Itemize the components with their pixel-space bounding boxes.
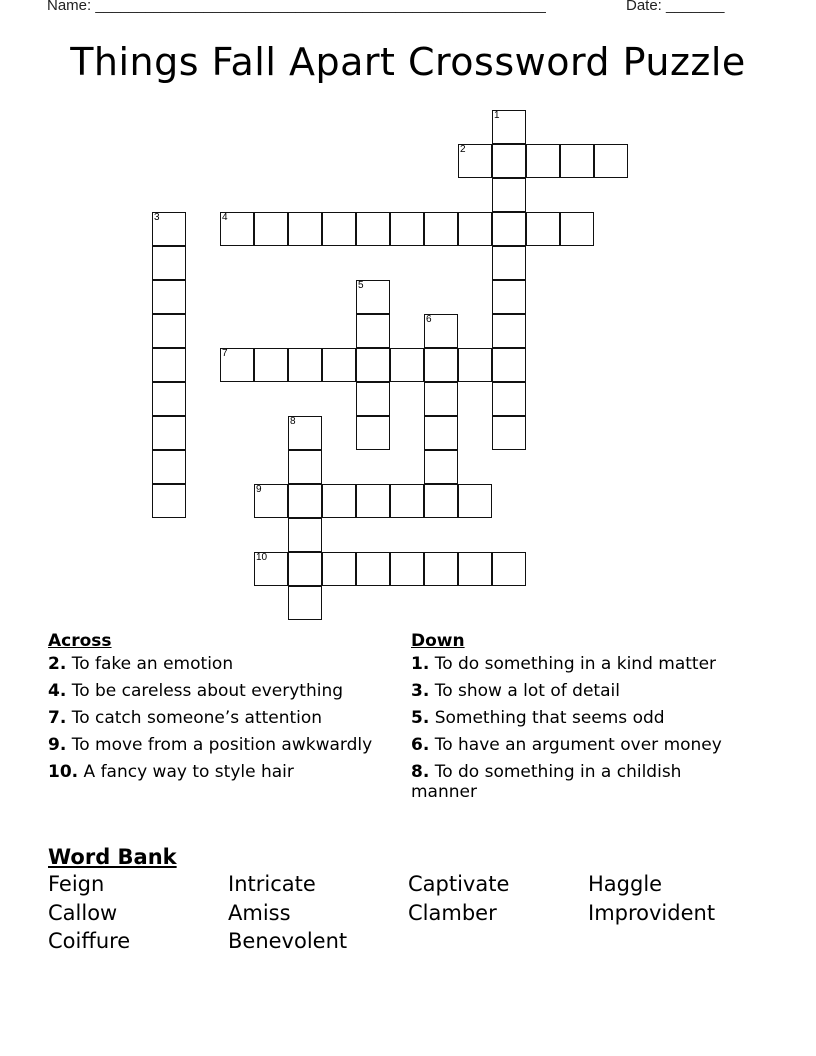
- grid-cell[interactable]: [254, 348, 288, 382]
- grid-cell[interactable]: [492, 348, 526, 382]
- cell-number: 7: [222, 348, 228, 359]
- clue-number: 5.: [411, 708, 430, 728]
- clue-down-1: [411, 654, 751, 674]
- down-clues: [411, 630, 751, 809]
- clue-text: To do something in a childish manner: [411, 762, 682, 802]
- word-bank-item: Intricate: [228, 872, 316, 896]
- grid-cell[interactable]: [152, 348, 186, 382]
- grid-cell[interactable]: [492, 314, 526, 348]
- grid-cell[interactable]: [424, 484, 458, 518]
- grid-cell[interactable]: [560, 212, 594, 246]
- grid-cell[interactable]: [152, 314, 186, 348]
- grid-cell[interactable]: [152, 450, 186, 484]
- clue-text: A fancy way to style hair: [83, 762, 294, 782]
- cell-number: 1: [494, 110, 500, 121]
- grid-cell[interactable]: [424, 314, 458, 348]
- grid-cell[interactable]: [152, 212, 186, 246]
- clue-number: 7.: [48, 708, 67, 728]
- grid-cell[interactable]: [492, 280, 526, 314]
- word-bank-item: Amiss: [228, 900, 291, 925]
- word-bank-item: Benevolent: [228, 929, 348, 953]
- clue-number: 9.: [48, 735, 67, 755]
- grid-cell[interactable]: [458, 484, 492, 518]
- grid-cell[interactable]: [458, 552, 492, 586]
- grid-cell[interactable]: [424, 416, 458, 450]
- grid-cell[interactable]: [288, 212, 322, 246]
- across-heading: Across: [48, 631, 112, 651]
- grid-cell[interactable]: [288, 484, 322, 518]
- grid-cell[interactable]: [356, 280, 390, 314]
- clue-text: To do something in a kind matter: [434, 654, 717, 674]
- grid-cell[interactable]: [356, 348, 390, 382]
- grid-cell[interactable]: [322, 552, 356, 586]
- grid-cell[interactable]: [356, 314, 390, 348]
- grid-cell[interactable]: [424, 382, 458, 416]
- grid-cell[interactable]: [526, 144, 560, 178]
- down-heading: Down: [411, 631, 465, 651]
- grid-cell[interactable]: [424, 212, 458, 246]
- clue-number: 10.: [48, 762, 79, 782]
- grid-cell[interactable]: [254, 484, 288, 518]
- word-bank-item: Coiffure: [48, 929, 131, 953]
- grid-cell[interactable]: [220, 212, 254, 246]
- grid-cell[interactable]: [594, 144, 628, 178]
- clue-down-8: [411, 762, 751, 802]
- word-bank: [48, 872, 768, 958]
- clue-number: 8.: [411, 762, 430, 782]
- grid-cell[interactable]: [492, 110, 526, 144]
- grid-cell[interactable]: [492, 178, 526, 212]
- grid-cell[interactable]: [390, 212, 424, 246]
- cell-number: 8: [290, 416, 296, 427]
- clue-text: To have an argument over money: [434, 735, 722, 755]
- grid-cell[interactable]: [322, 484, 356, 518]
- date-field-line: Date: _______: [626, 0, 725, 14]
- clue-text: To catch someone’s attention: [71, 708, 323, 728]
- cell-number: 4: [222, 212, 228, 223]
- clue-text: To fake an emotion: [71, 654, 234, 674]
- clue-down-5: [411, 708, 751, 728]
- grid-cell[interactable]: [322, 212, 356, 246]
- clue-down-6: [411, 735, 751, 755]
- clue-text: To move from a position awkwardly: [71, 735, 373, 755]
- cell-number: 6: [426, 314, 432, 325]
- clue-number: 4.: [48, 681, 67, 701]
- word-bank-title: Word Bank: [48, 845, 177, 869]
- clue-down-3: [411, 681, 751, 701]
- grid-cell[interactable]: [390, 484, 424, 518]
- grid-cell[interactable]: [152, 280, 186, 314]
- grid-cell[interactable]: [254, 552, 288, 586]
- grid-cell[interactable]: [526, 212, 560, 246]
- grid-cell[interactable]: [152, 484, 186, 518]
- puzzle-title: Things Fall Apart Crossword Puzzle: [70, 40, 746, 84]
- grid-cell[interactable]: [458, 348, 492, 382]
- cell-number: 10: [256, 552, 268, 563]
- grid-cell[interactable]: [424, 552, 458, 586]
- grid-cell[interactable]: [492, 552, 526, 586]
- grid-cell[interactable]: [288, 416, 322, 450]
- grid-cell[interactable]: [220, 348, 254, 382]
- grid-cell[interactable]: [288, 348, 322, 382]
- cell-number: 5: [358, 280, 364, 291]
- grid-cell[interactable]: [356, 382, 390, 416]
- clue-number: 6.: [411, 735, 430, 755]
- clue-text: Something that seems odd: [434, 708, 665, 728]
- clue-across-4: [48, 681, 388, 701]
- grid-cell[interactable]: [390, 348, 424, 382]
- grid-cell[interactable]: [424, 348, 458, 382]
- grid-cell[interactable]: [254, 212, 288, 246]
- across-clues: [48, 630, 388, 789]
- cell-number: 3: [154, 212, 160, 223]
- word-bank-item: Callow: [48, 900, 118, 925]
- grid-cell[interactable]: [356, 416, 390, 450]
- clue-number: 1.: [411, 654, 430, 674]
- cell-number: 2: [460, 144, 466, 155]
- grid-cell[interactable]: [492, 144, 526, 178]
- clue-across-10: [48, 762, 388, 782]
- grid-cell[interactable]: [152, 416, 186, 450]
- clue-across-7: [48, 708, 388, 728]
- clue-across-2: [48, 654, 388, 674]
- clue-number: 3.: [411, 681, 430, 701]
- clue-number: 2.: [48, 654, 67, 674]
- grid-cell[interactable]: [492, 416, 526, 450]
- clue-text: To be careless about everything: [71, 681, 344, 701]
- clue-across-9: [48, 735, 388, 755]
- clue-text: To show a lot of detail: [434, 681, 620, 701]
- word-bank-item: Captivate: [408, 872, 510, 896]
- word-bank-item: Haggle: [588, 872, 663, 896]
- cell-number: 9: [256, 484, 262, 495]
- grid-cell[interactable]: [390, 552, 424, 586]
- grid-cell[interactable]: [288, 552, 322, 586]
- grid-cell[interactable]: [492, 212, 526, 246]
- grid-cell[interactable]: [152, 246, 186, 280]
- grid-cell[interactable]: [560, 144, 594, 178]
- grid-cell[interactable]: [288, 586, 322, 620]
- name-field-line: Name: ______________________________________________________: [47, 0, 546, 14]
- word-bank-item: Clamber: [408, 900, 497, 925]
- grid-cell[interactable]: [356, 484, 390, 518]
- word-bank-item: Improvident: [588, 900, 716, 925]
- grid-cell[interactable]: [492, 382, 526, 416]
- grid-cell[interactable]: [356, 552, 390, 586]
- grid-cell[interactable]: [458, 144, 492, 178]
- word-bank-item: Feign: [48, 872, 105, 896]
- grid-cell[interactable]: [492, 246, 526, 280]
- grid-cell[interactable]: [424, 450, 458, 484]
- grid-cell[interactable]: [322, 348, 356, 382]
- grid-cell[interactable]: [356, 212, 390, 246]
- grid-cell[interactable]: [152, 382, 186, 416]
- grid-cell[interactable]: [288, 450, 322, 484]
- grid-cell[interactable]: [288, 518, 322, 552]
- grid-cell[interactable]: [458, 212, 492, 246]
